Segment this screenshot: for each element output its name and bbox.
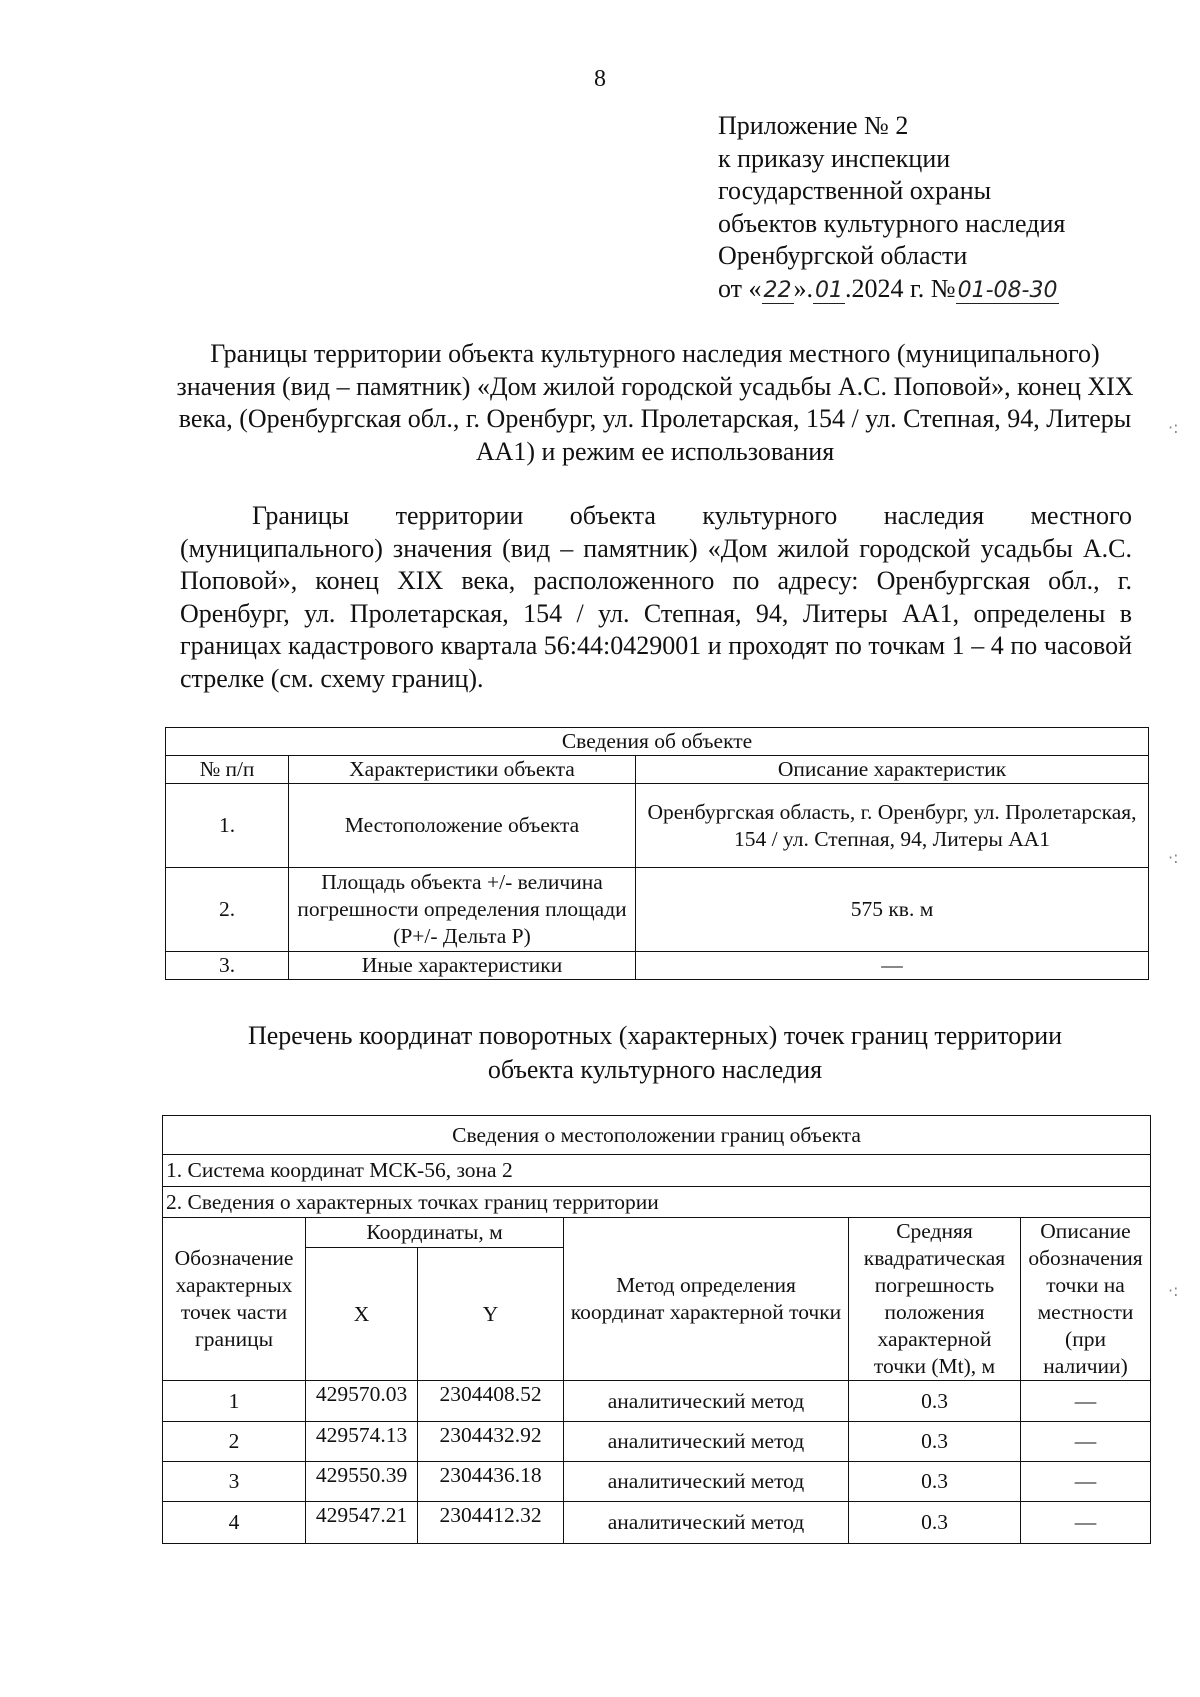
coordinates-title: Перечень координат поворотных (характерных) точек границ территории объекта культурного наследия [247, 1021, 1063, 1084]
column-header: Метод определения координат характерной точки [564, 1218, 849, 1381]
scan-speck: ·: [1168, 848, 1179, 867]
table-row: 2. Площадь объекта +/- величина погрешности определения площади (Р+/- Дельта Р) 575 кв. м [166, 868, 1149, 952]
column-header: Средняя квадратическая погрешность положения характерной точки (Mt), м [849, 1218, 1021, 1381]
table-row: 3 429550.39 2304436.18 аналитический метод 0.3 — [163, 1462, 1151, 1502]
column-header: № п/п [166, 756, 289, 784]
appendix-line: объектов культурного наследия [718, 208, 1066, 238]
column-header: Координаты, м [306, 1218, 564, 1248]
appendix-line: государственной охраны [718, 176, 992, 205]
table-row: 3. Иные характеристики — [166, 952, 1149, 980]
points-section-title: 2. Сведения о характерных точках границ территории [163, 1187, 1151, 1218]
handwritten-order-number: 01-08-30 [957, 277, 1058, 303]
column-header: Описание характеристик [636, 756, 1149, 784]
column-header: X [306, 1248, 418, 1381]
table-row: 1 429570.03 2304408.52 аналитический метод 0.3 — [163, 1381, 1151, 1422]
table-row: 4 429547.21 2304412.32 аналитический метод 0.3 — [163, 1502, 1151, 1544]
column-header: Y [418, 1248, 564, 1381]
table-row: 2 429574.13 2304432.92 аналитический метод 0.3 — [163, 1422, 1151, 1462]
object-info-table [165, 727, 1149, 980]
table-row: 1. Местоположение объекта Оренбургская область, г. Оренбург, ул. Пролетарская, 154 / ул. Степная, 94, Литеры АА1 [166, 784, 1149, 868]
order-date-line: от «22».01.2024 г. №01-08-30 [718, 273, 1058, 303]
handwritten-month: 01 [815, 277, 844, 303]
column-header: Обозначение характерных точек части границы [163, 1218, 306, 1381]
column-header: Описание обозначения точки на местности (при наличии) [1021, 1218, 1151, 1381]
handwritten-day: 22 [763, 277, 792, 303]
document-title: Границы территории объекта культурного наследия местного (муниципального) значения (вид – памятник) «Дом жилой городской усадьбы А.С. Поповой», конец XIX века, (Оренбургская обл., г. Оренбург, ул. Пролетарская, 154 / ул. Степная, 94, Литеры АА1) и режим ее использования [176, 339, 1134, 466]
appendix-header [718, 110, 1065, 305]
page-number: 8 [594, 66, 606, 92]
scan-speck: ·: [1168, 418, 1179, 437]
table-caption: Сведения об объекте [166, 728, 1149, 756]
table-caption: Сведения о местоположении границ объекта [163, 1116, 1151, 1155]
body-paragraph: Границы территории объекта культурного наследия местного (муниципального) значения (вид – памятник) «Дом жилой городской усадьбы А.С. Поповой», конец XIX века, расположенного по адресу: Оренбургская обл., г. Оренбург, ул. Пролетарская, 154 / ул. Степная, 94, Литеры АА1, определены в границах кадастрового квартала 56:44:0429001 и проходят по точкам 1 – 4 по часовой стрелке (см. схему границ). [180, 501, 1132, 693]
column-header: Характеристики объекта [289, 756, 636, 784]
coordinates-table [162, 1115, 1151, 1544]
coordinate-system: 1. Система координат МСК-56, зона 2 [163, 1155, 1151, 1187]
scan-speck: ·: [1168, 1281, 1179, 1300]
appendix-line: Оренбургской области [718, 241, 968, 270]
appendix-line: к приказу инспекции [718, 143, 951, 173]
appendix-title: Приложение № 2 [718, 111, 909, 140]
